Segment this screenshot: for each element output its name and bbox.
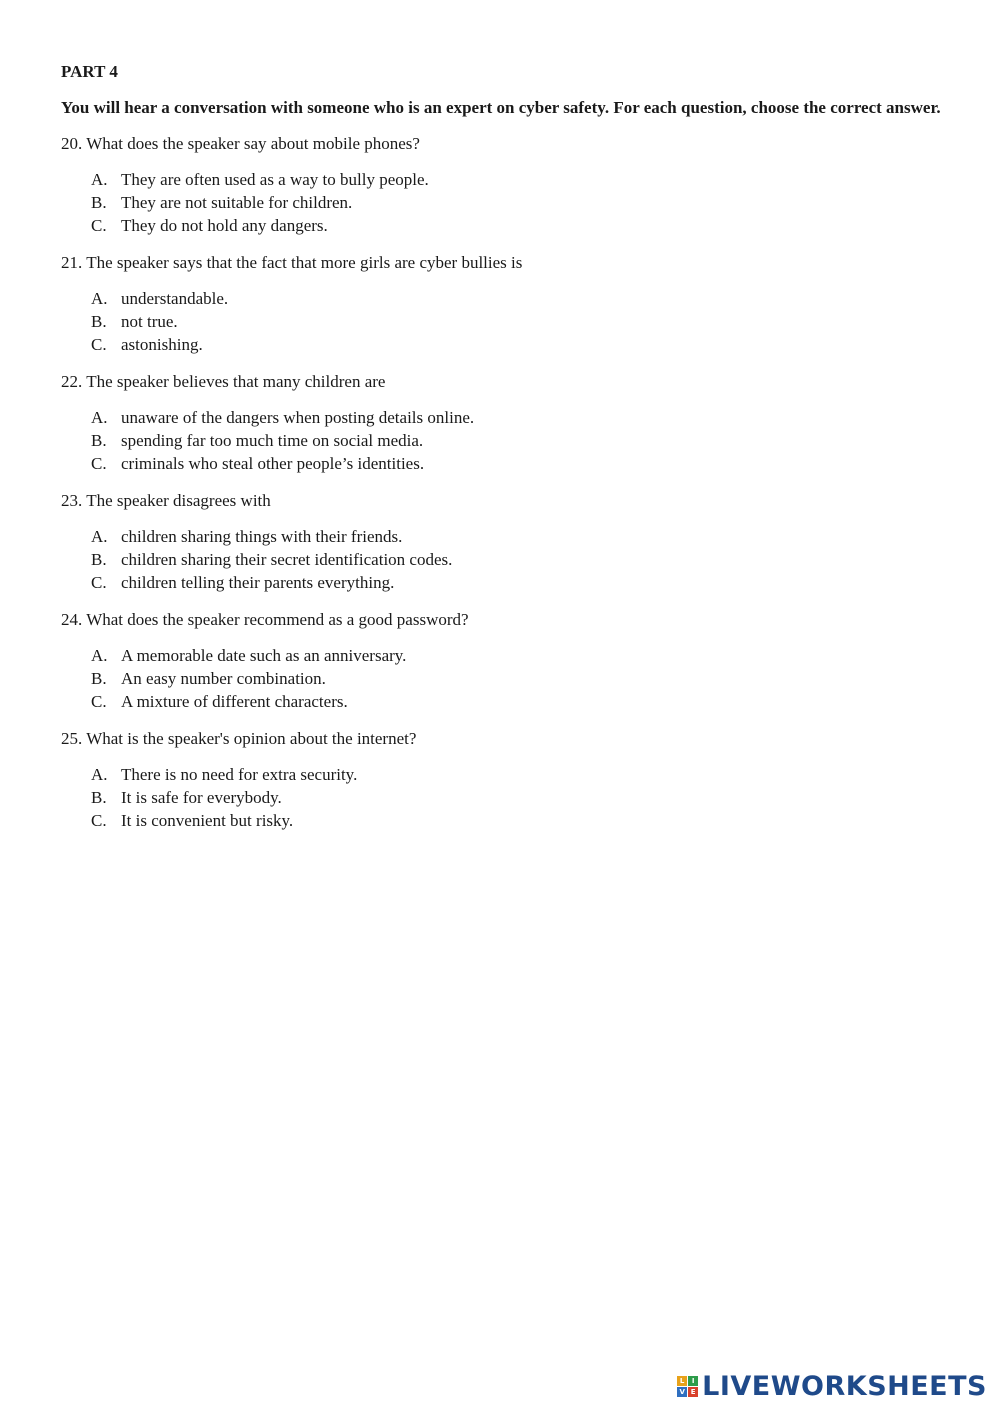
option-text: children sharing their secret identification codes. (121, 550, 453, 569)
answer-option[interactable] (91, 333, 941, 356)
option-text: It is convenient but risky. (121, 811, 294, 830)
option-letter: B. (91, 312, 107, 331)
part-title: PART 4 (61, 62, 118, 81)
option-letter: C. (91, 692, 107, 711)
liveworksheets-logo (677, 1371, 987, 1402)
answer-option[interactable] (91, 429, 941, 452)
answer-option[interactable] (91, 525, 941, 548)
option-text: A mixture of different characters. (121, 692, 348, 711)
question-stem: 20. What does the speaker say about mobile phones? (61, 134, 420, 153)
logo-text: LIVEWORKSHEETS (702, 1371, 987, 1402)
question-23 (61, 489, 941, 594)
answer-option[interactable] (91, 406, 941, 429)
answer-option[interactable] (91, 690, 941, 713)
option-letter: C. (91, 454, 107, 473)
question-stem: 25. What is the speaker's opinion about the internet? (61, 729, 417, 748)
question-24 (61, 608, 941, 713)
option-letter: B. (91, 788, 107, 807)
question-stem: 23. The speaker disagrees with (61, 491, 271, 510)
option-list (61, 763, 941, 832)
option-letter: A. (91, 527, 108, 546)
worksheet-page (61, 60, 941, 846)
option-letter: B. (91, 550, 107, 569)
question-21 (61, 251, 941, 356)
question-list (61, 132, 941, 832)
answer-option[interactable] (91, 809, 941, 832)
logo-mark-letter: I (688, 1376, 698, 1386)
answer-option[interactable] (91, 763, 941, 786)
instructions: You will hear a conversation with someone who is an expert on cyber safety. For each question, choose the correct answer. (61, 98, 941, 117)
option-list (61, 644, 941, 713)
option-letter: C. (91, 216, 107, 235)
answer-option[interactable] (91, 214, 941, 237)
option-text: not true. (121, 312, 178, 331)
answer-option[interactable] (91, 667, 941, 690)
answer-option[interactable] (91, 168, 941, 191)
answer-option[interactable] (91, 571, 941, 594)
option-text: children sharing things with their friends. (121, 527, 403, 546)
option-letter: A. (91, 170, 108, 189)
answer-option[interactable] (91, 310, 941, 333)
option-text: There is no need for extra security. (121, 765, 358, 784)
option-letter: C. (91, 573, 107, 592)
answer-option[interactable] (91, 644, 941, 667)
question-22 (61, 370, 941, 475)
logo-mark-letter: E (688, 1387, 698, 1397)
option-letter: A. (91, 408, 108, 427)
question-stem: 24. What does the speaker recommend as a good password? (61, 610, 469, 629)
option-letter: A. (91, 289, 108, 308)
question-stem: 22. The speaker believes that many children are (61, 372, 386, 391)
option-list (61, 287, 941, 356)
option-text: spending far too much time on social media. (121, 431, 424, 450)
option-text: They do not hold any dangers. (121, 216, 328, 235)
option-list (61, 406, 941, 475)
answer-option[interactable] (91, 287, 941, 310)
option-text: A memorable date such as an anniversary. (121, 646, 407, 665)
option-letter: B. (91, 193, 107, 212)
option-text: An easy number combination. (121, 669, 326, 688)
answer-option[interactable] (91, 452, 941, 475)
option-letter: B. (91, 669, 107, 688)
logo-mark-letter: L (677, 1376, 687, 1386)
option-letter: C. (91, 335, 107, 354)
option-text: criminals who steal other people’s identities. (121, 454, 425, 473)
option-text: It is safe for everybody. (121, 788, 282, 807)
question-stem: 21. The speaker says that the fact that more girls are cyber bullies is (61, 253, 523, 272)
option-text: They are not suitable for children. (121, 193, 353, 212)
option-letter: A. (91, 765, 108, 784)
option-text: unaware of the dangers when posting details online. (121, 408, 475, 427)
option-text: They are often used as a way to bully people. (121, 170, 429, 189)
option-list (61, 525, 941, 594)
option-letter: C. (91, 811, 107, 830)
option-text: astonishing. (121, 335, 203, 354)
question-25 (61, 727, 941, 832)
logo-mark-letter: V (677, 1387, 687, 1397)
option-letter: A. (91, 646, 108, 665)
option-text: understandable. (121, 289, 229, 308)
option-letter: B. (91, 431, 107, 450)
question-20 (61, 132, 941, 237)
option-list (61, 168, 941, 237)
answer-option[interactable] (91, 191, 941, 214)
option-text: children telling their parents everything. (121, 573, 395, 592)
answer-option[interactable] (91, 548, 941, 571)
logo-mark-icon (677, 1376, 698, 1397)
answer-option[interactable] (91, 786, 941, 809)
